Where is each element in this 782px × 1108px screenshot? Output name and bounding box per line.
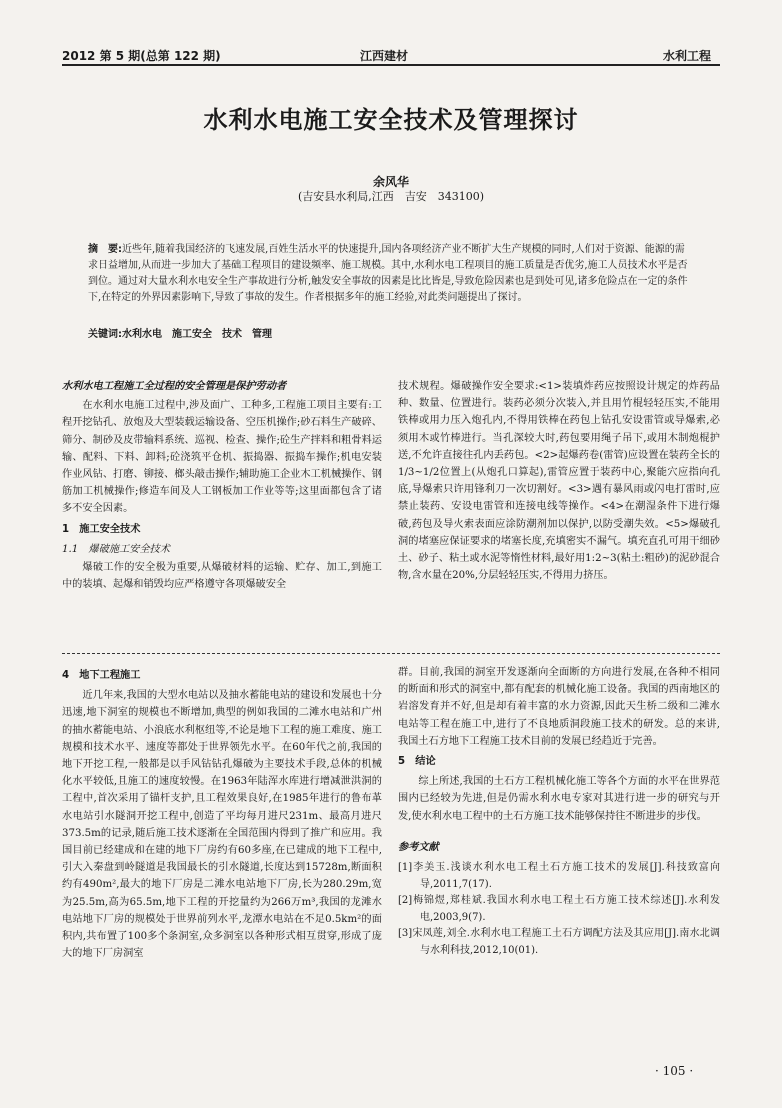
upper-right-column [398, 378, 720, 584]
subsection-heading-1-1: 1.1 爆破施工安全技术 [62, 543, 170, 555]
keywords [88, 325, 272, 340]
keywords-label: 关键词: [88, 329, 122, 340]
upper-left-column [62, 378, 382, 593]
abstract-text: 近些年,随着我国经济的飞速发展,百姓生活水平的快速提升,国内各项经济产业不断扩大生产规模的同时,人们对于资源、能源的需求日益增加,从而进一步加大了基础工程项目的建设频率、施工规模。其中,水利水电工程项目的施工质量是否优劣,施工人员技术水平是否到位。通过对大量水利水电安全生产事故进行分析,触发安全事故的因素是比比皆是,导致危险因素也是到处可见,诸多危险点在一定的条件下,在特定的外界因素影响下,导致了事故的发生。作者根据多年的施工经验,对此类问题提出了探讨。 [88, 244, 688, 303]
section-heading-5: 5 结论 [398, 756, 436, 768]
header-rule [62, 64, 720, 66]
keywords-text: 水利水电 施工安全 技术 管理 [122, 329, 272, 340]
issue-label: 2012 第 5 期(总第 122 期) [62, 49, 221, 63]
page-number: · 105 · [655, 1064, 694, 1078]
section-label: 水利工程 [663, 49, 712, 63]
author: 余风华 [372, 175, 409, 189]
reference-item: [3]宋凤莲,刘全.水利水电工程施工土石方调配方法及其应用[J].南水北调与水利科技,2012,10(01). [398, 928, 720, 956]
intro-heading: 水利水电工程施工全过程的安全管理是保护劳动者 [62, 380, 287, 392]
section-divider [62, 653, 720, 654]
section-heading-1: 1 施工安全技术 [62, 523, 141, 535]
page-title: 水利水电施工安全技术及管理探讨 [203, 105, 579, 134]
underground-paragraph: 近几年来,我国的大型水电站以及抽水蓄能电站的建设和发展也十分迅速,地下洞室的规模也不断增加,典型的例如我国的二滩水电站和广州的抽水蓄能电站、小浪底水利枢纽等,不论是地下工程的施工难度、施工规模和技术水平、速度等都处于世界领先水平。在60年代之前,我国的地下开挖工程,一般都是以手风钻钻孔爆破为主要技术手段,总体的机械化水平较低,且施工的速度较慢。在1963年陆浑水库进行增减泄洪洞的工程中,首次采用了锚杆支护,且工程效果良好,在1985年进行的鲁布革水电站引水隧洞开挖工程中,创造了平均每月进尺231m、最高月进尺373.5m的记录,随后施工技术逐渐在全国范围内得到了推广和应用。我国目前已经建成和在建的地下厂房约有60多座,在已建成的地下工程中,引大入秦盘到岭隧道是我国最长的引水隧道,长度达到15728m,断面积约有490m²,最大的地下厂房是二滩水电站地下厂房,长为280.29m,宽为25.5m,高为65.5m,地下工程的开挖量约为266万m³,我国的龙滩水电站地下厂房的规模处于世界前列水平,龙潭水电站在不足0.5km²的面积内,共布置了100多个条洞室,众多洞室以各种形式相互贯穿,形成了庞大的地下厂房洞室 [62, 690, 382, 960]
section-heading-4: 4 地下工程施工 [62, 670, 141, 681]
abstract [88, 242, 692, 306]
blasting-paragraph: 爆破工作的安全极为重要,从爆破材料的运输、贮存、加工,到施工中的装填、起爆和销毁均应严格遵守各项爆破安全 [62, 562, 382, 591]
reference-item: [2]梅锦煜,郑桂斌.我国水利水电工程土石方施工技术综述[J].水利发电,2003,9(7). [398, 895, 720, 923]
abstract-label: 摘 要: [88, 244, 122, 255]
journal-name: 江西建材 [360, 49, 409, 63]
reference-item: [1]李美玉.浅谈水利水电工程土石方施工技术的发展[J].科技致富向导,2011,7(17). [398, 862, 720, 890]
lower-left-column [62, 664, 382, 962]
references-heading: 参考文献 [398, 840, 439, 853]
intro-paragraph: 在水利水电施工过程中,涉及面广、工种多,工程施工项目主要有:工程开挖钻孔、放炮及大型装载运输设备、空压机操作;砂石料生产破碎、筛分、制砂及皮带输料系统、巡视、检查、操作;砼生产拌料和粗骨料运输、配料、下料、卸料;砼浇筑平仓机、振捣器、振捣车操作;机电安装作业风钻、打磨、铆接、榔头敲击操作;辅助施工企业木工机械操作、钢筋加工机械操作;修造车间及人工钢板加工作业等等;这里面都包含了诸多不安全因素。 [62, 400, 382, 515]
underground-continued: 群。目前,我国的洞室开发逐渐向全面断的方向进行发展,在各种不相同的断面和形式的洞室中,都有配套的机械化施工设备。我国的西南地区的岩溶发育并不好,但是却有着丰富的水力资源,因此天生桥二级和二滩水电站等工程在施工中,进行了不良地质洞段施工技术的研发。总的来讲,我国土石方地下工程施工技术目前的发展已经趋近于完善。 [398, 667, 720, 747]
lower-right-column [398, 664, 720, 959]
blasting-rules-paragraph: 技术规程。爆破操作安全要求:<1>装填炸药应按照设计规定的炸药品种、数量、位置进行。装药必须分次装入,并且用竹棍轻轻压实,不能用铁棒或用力压入炮孔内,不得用铁棒在药包上钻孔安设雷管或导爆索,必须用木或竹棒进行。当孔深较大时,药包要用绳子吊下,或用木制炮棍护送,不允许直接往孔内丢药包。<2>起爆药卷(雷管)应设置在装药全长的1/3~1/2位置上(从炮孔口算起),雷管应置于装药中心,聚能穴应指向孔底,导爆索只许用锋利刀一次切割好。<3>遇有暴风雨或闪电打雷时,应禁止装药、安设电雷管和连接电线等操作。<4>在潮湿条件下进行爆破,药包及导火索表面应涂防潮剂加以保护,以防受潮失效。<5>爆破孔洞的堵塞应保证要求的堵塞长度,充填密实不漏气。填充直孔可用干细砂土、砂子、粘土或水泥等惰性材料,最好用1:2~3(粘土:粗砂)的泥砂混合物,含水量在20%,分层轻轻压实,不得用力挤压。 [398, 381, 720, 582]
conclusion-paragraph: 综上所述,我国的土石方工程机械化施工等各个方面的水平在世界范围内已经较为先进,但是仍需水利水电专家对其进行进一步的研究与开发,使水利水电工程中的土石方施工技术能够保持往不断进步的步伐。 [398, 776, 720, 822]
affiliation: (吉安县水利局,江西 吉安 343100) [297, 190, 485, 203]
